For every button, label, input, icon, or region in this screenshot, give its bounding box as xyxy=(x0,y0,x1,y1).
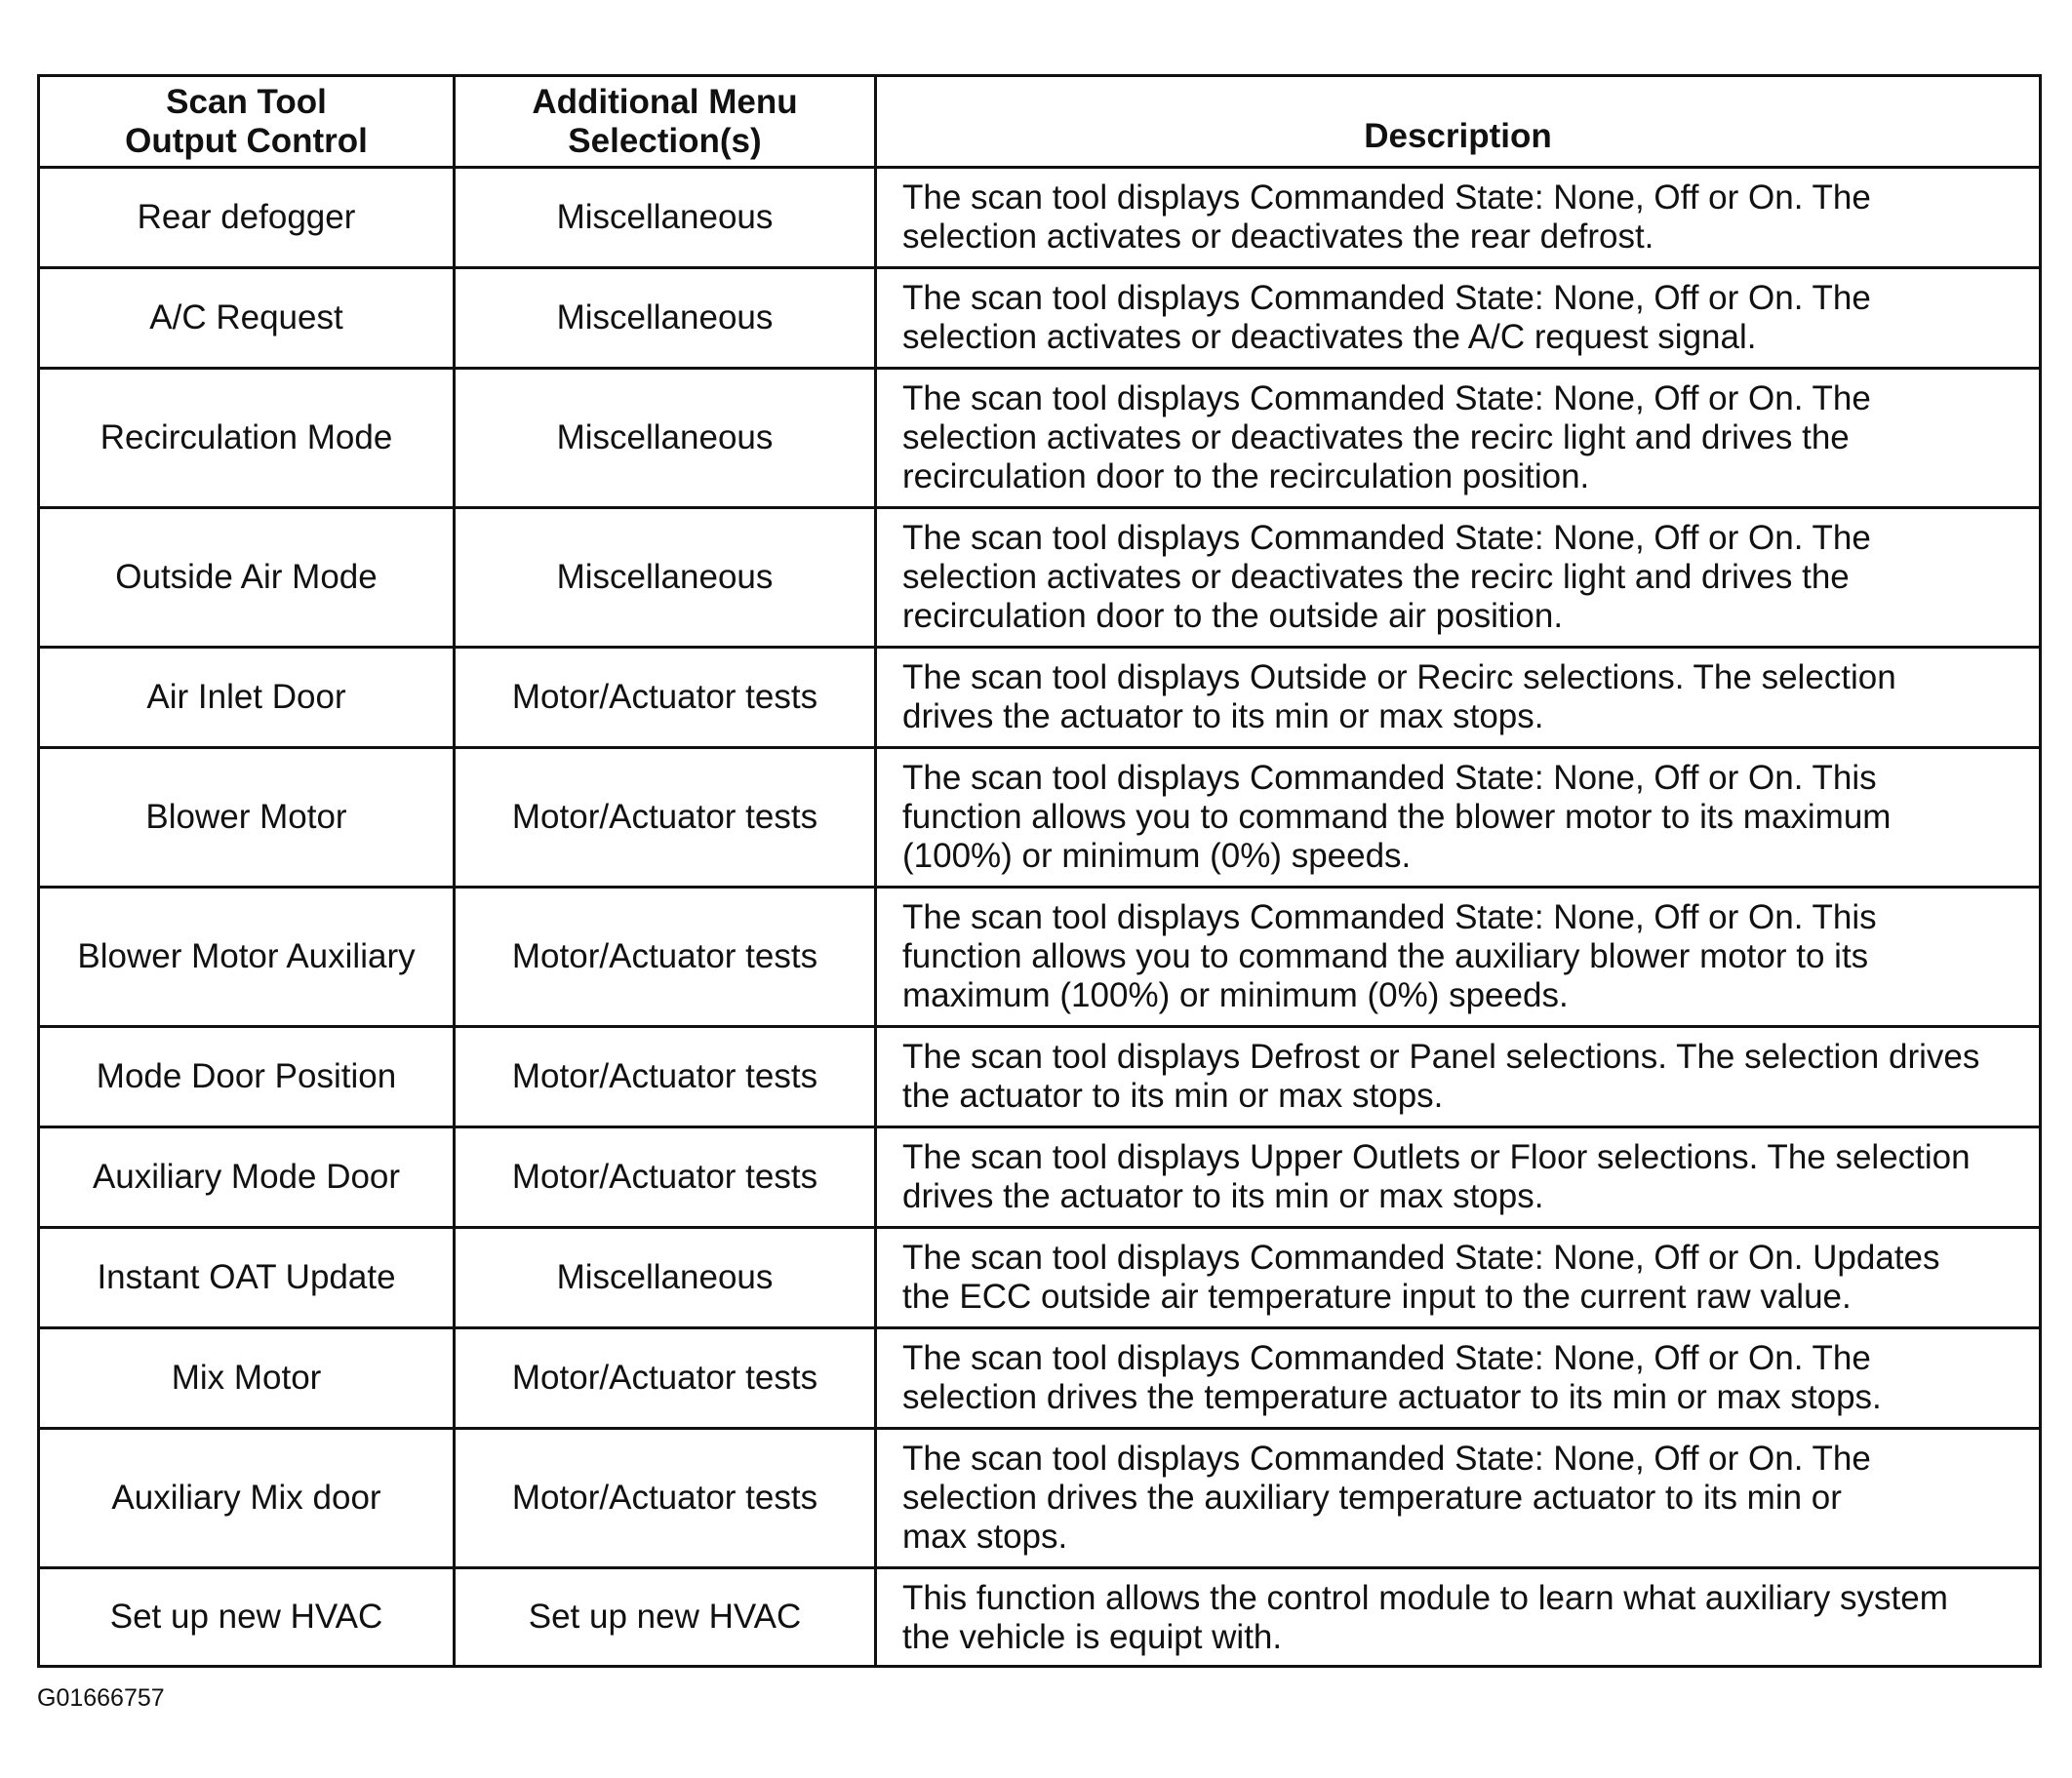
description-line: selection activates or deactivates the A/C request signal. xyxy=(902,318,1757,356)
output-control-cell: A/C Request xyxy=(39,268,455,369)
output-control-cell: Rear defogger xyxy=(39,168,455,268)
output-control-cell: Blower Motor xyxy=(39,748,455,888)
header-output-control-line: Scan Tool xyxy=(166,82,327,121)
description-line: The scan tool displays Commanded State: None, Off or On. The xyxy=(902,1339,1871,1377)
description-line: The scan tool displays Commanded State: None, Off or On. Updates xyxy=(902,1239,1940,1277)
description-cell xyxy=(876,1027,2041,1127)
header-output-control xyxy=(39,76,455,168)
menu-selection-cell: Miscellaneous xyxy=(455,168,876,268)
description-line: the ECC outside air temperature input to the current raw value. xyxy=(902,1278,1852,1316)
output-control-cell: Instant OAT Update xyxy=(39,1228,455,1328)
table-body xyxy=(39,168,2041,1667)
menu-selection-cell: Miscellaneous xyxy=(455,369,876,508)
figure-id-label: G01666757 xyxy=(37,1684,165,1712)
table-row xyxy=(39,888,2041,1027)
table-row xyxy=(39,1328,2041,1429)
description-line: the vehicle is equipt with. xyxy=(902,1618,1283,1656)
description-line: The scan tool displays Outside or Recirc selections. The selection xyxy=(902,658,1896,696)
header-menu-selections-line: Selection(s) xyxy=(568,121,762,160)
table-row xyxy=(39,1228,2041,1328)
header-row xyxy=(39,76,2041,168)
description-cell xyxy=(876,369,2041,508)
table-row xyxy=(39,1429,2041,1568)
description-line: The scan tool displays Upper Outlets or Floor selections. The selection xyxy=(902,1138,1971,1176)
header-output-control-line: Output Control xyxy=(125,121,368,160)
description-line: function allows you to command the blower motor to its maximum xyxy=(902,798,1892,836)
table-row xyxy=(39,268,2041,369)
description-line: recirculation door to the recirculation position. xyxy=(902,457,1590,495)
header-menu-selections-line: Additional Menu xyxy=(532,82,798,121)
description-cell xyxy=(876,168,2041,268)
description-cell xyxy=(876,1328,2041,1429)
description-cell xyxy=(876,1228,2041,1328)
description-cell xyxy=(876,648,2041,748)
menu-selection-cell: Motor/Actuator tests xyxy=(455,1328,876,1429)
description-cell xyxy=(876,1429,2041,1568)
description-line: The scan tool displays Defrost or Panel selections. The selection drives xyxy=(902,1038,1980,1076)
menu-selection-cell: Miscellaneous xyxy=(455,1228,876,1328)
description-line: The scan tool displays Commanded State: None, Off or On. This xyxy=(902,759,1877,797)
description-line: the actuator to its min or max stops. xyxy=(902,1077,1444,1115)
description-line: The scan tool displays Commanded State: None, Off or On. The xyxy=(902,1440,1871,1478)
table-row xyxy=(39,1027,2041,1127)
menu-selection-cell: Motor/Actuator tests xyxy=(455,888,876,1027)
output-control-cell: Recirculation Mode xyxy=(39,369,455,508)
description-line: drives the actuator to its min or max stops. xyxy=(902,697,1544,735)
table-row xyxy=(39,508,2041,648)
description-line: The scan tool displays Commanded State: None, Off or On. The xyxy=(902,279,1871,317)
description-line: selection activates or deactivates the rear defrost. xyxy=(902,217,1654,256)
description-line: This function allows the control module to learn what auxiliary system xyxy=(902,1579,1948,1617)
output-control-cell: Air Inlet Door xyxy=(39,648,455,748)
output-control-cell: Mix Motor xyxy=(39,1328,455,1429)
menu-selection-cell: Motor/Actuator tests xyxy=(455,748,876,888)
table-row xyxy=(39,748,2041,888)
description-line: maximum (100%) or minimum (0%) speeds. xyxy=(902,976,1569,1014)
description-cell xyxy=(876,748,2041,888)
description-line: max stops. xyxy=(902,1518,1068,1556)
description-line: The scan tool displays Commanded State: None, Off or On. The xyxy=(902,178,1871,217)
description-cell xyxy=(876,268,2041,369)
output-control-cell: Auxiliary Mode Door xyxy=(39,1127,455,1228)
header-description: Description xyxy=(876,76,2041,168)
menu-selection-cell: Set up new HVAC xyxy=(455,1568,876,1667)
description-line: recirculation door to the outside air position. xyxy=(902,597,1564,635)
output-control-cell: Auxiliary Mix door xyxy=(39,1429,455,1568)
description-cell xyxy=(876,888,2041,1027)
description-line: The scan tool displays Commanded State: None, Off or On. The xyxy=(902,379,1871,417)
description-line: The scan tool displays Commanded State: None, Off or On. The xyxy=(902,519,1871,557)
description-line: selection activates or deactivates the recirc light and drives the xyxy=(902,558,1850,596)
description-line: selection drives the temperature actuator to its min or max stops. xyxy=(902,1378,1882,1416)
menu-selection-cell: Motor/Actuator tests xyxy=(455,648,876,748)
scan-tool-output-control-table xyxy=(37,74,2042,1668)
table-row xyxy=(39,1127,2041,1228)
table-row xyxy=(39,168,2041,268)
table-row xyxy=(39,648,2041,748)
menu-selection-cell: Miscellaneous xyxy=(455,508,876,648)
description-line: drives the actuator to its min or max stops. xyxy=(902,1177,1544,1215)
output-control-cell: Blower Motor Auxiliary xyxy=(39,888,455,1027)
table-row xyxy=(39,369,2041,508)
description-cell xyxy=(876,508,2041,648)
description-line: function allows you to command the auxiliary blower motor to its xyxy=(902,937,1869,975)
description-line: selection drives the auxiliary temperature actuator to its min or xyxy=(902,1479,1842,1517)
output-control-cell: Mode Door Position xyxy=(39,1027,455,1127)
description-line: selection activates or deactivates the recirc light and drives the xyxy=(902,418,1850,456)
description-line: The scan tool displays Commanded State: None, Off or On. This xyxy=(902,898,1877,936)
menu-selection-cell: Miscellaneous xyxy=(455,268,876,369)
menu-selection-cell: Motor/Actuator tests xyxy=(455,1027,876,1127)
description-cell xyxy=(876,1568,2041,1667)
menu-selection-cell: Motor/Actuator tests xyxy=(455,1429,876,1568)
output-control-cell: Set up new HVAC xyxy=(39,1568,455,1667)
description-line: (100%) or minimum (0%) speeds. xyxy=(902,837,1412,875)
header-menu-selections xyxy=(455,76,876,168)
description-cell xyxy=(876,1127,2041,1228)
output-control-cell: Outside Air Mode xyxy=(39,508,455,648)
menu-selection-cell: Motor/Actuator tests xyxy=(455,1127,876,1228)
table-row xyxy=(39,1568,2041,1667)
